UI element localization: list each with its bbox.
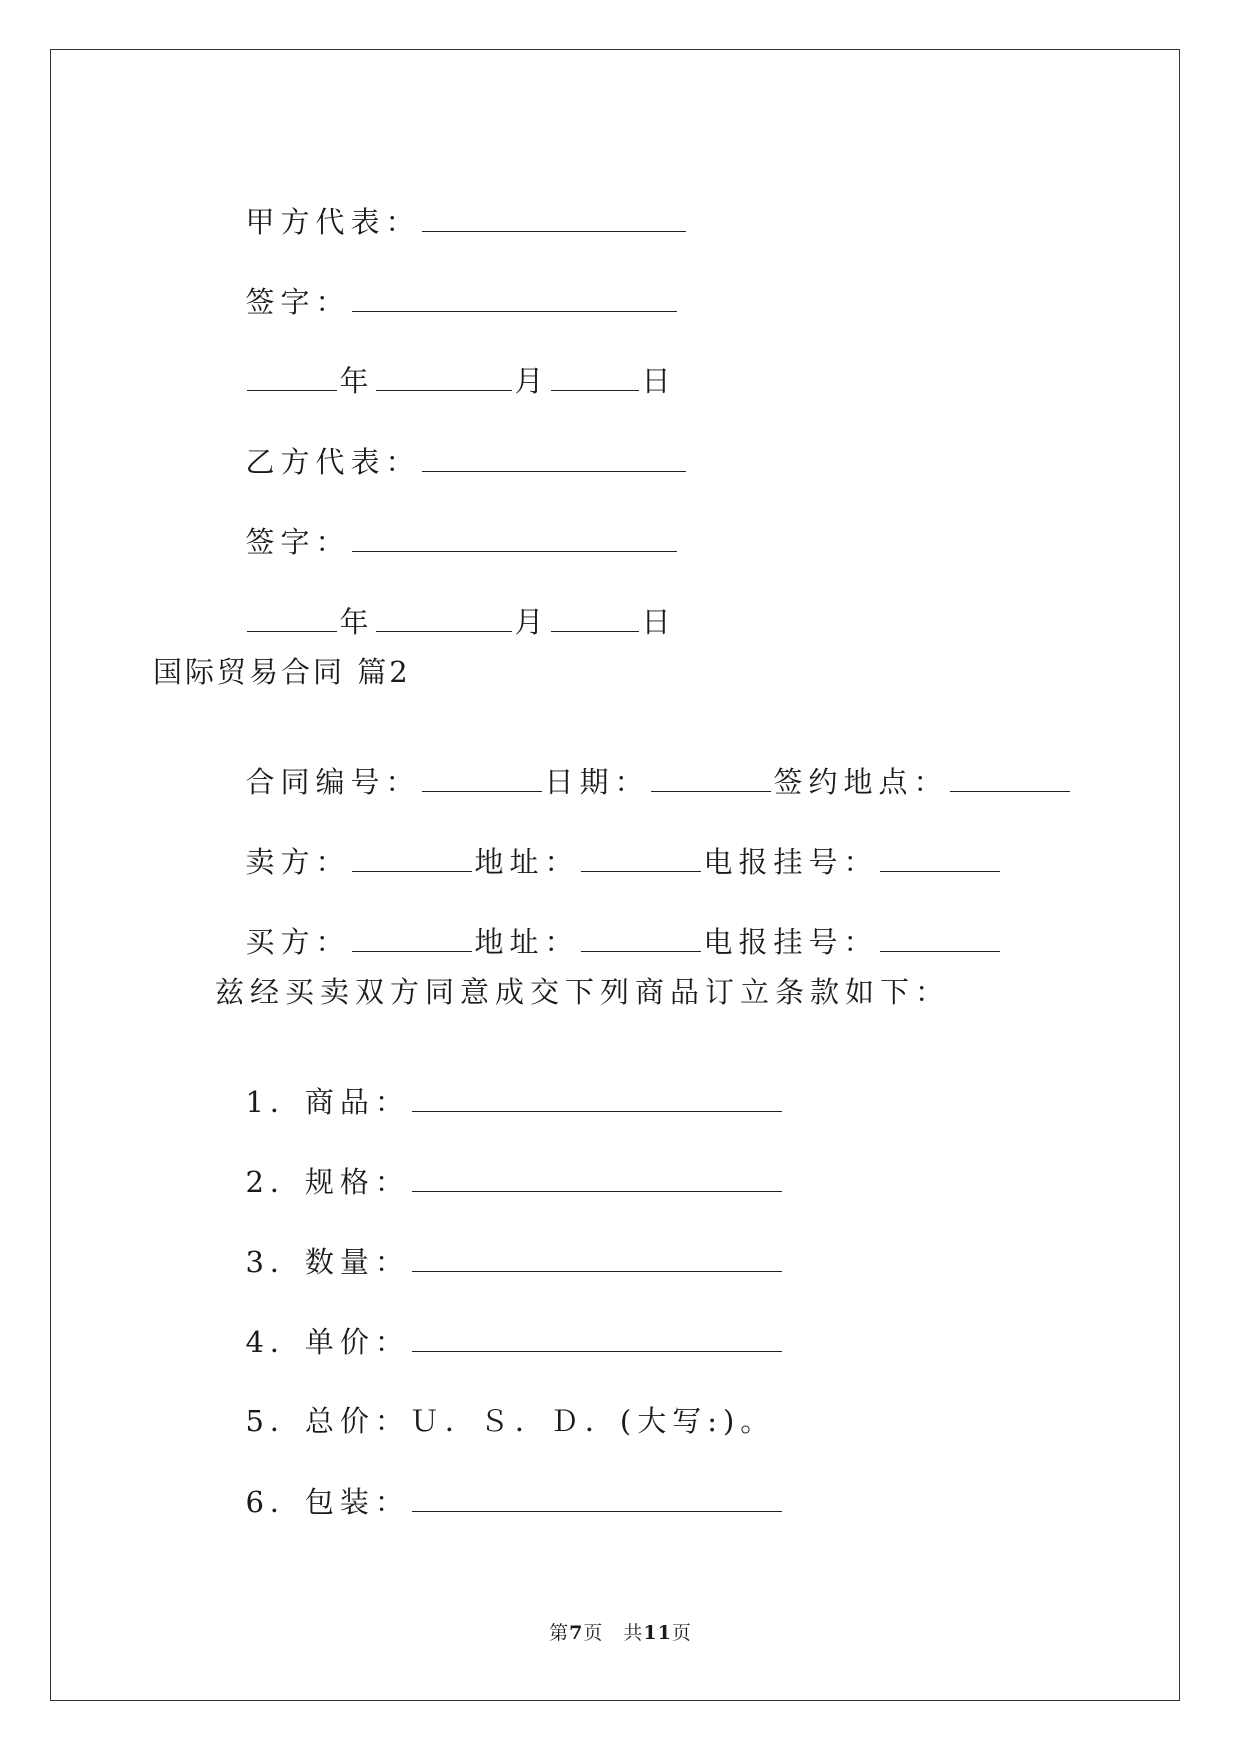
party-b-year-blank[interactable] [247,607,337,632]
party-b-sign-line [215,498,679,557]
term-number: 2． [245,1165,305,1199]
party-a-date-line [215,337,676,396]
footer-prefix: 第 [549,1622,570,1644]
buyer-address-label: 地址： [474,925,580,959]
term-item-3 [215,1218,784,1277]
party-b-rep-blank[interactable] [422,447,686,472]
term-blank[interactable] [412,1167,782,1192]
party-a-month-label: 月 [514,364,550,398]
seller-line [215,818,1002,877]
buyer-telegraph-blank[interactable] [880,927,1000,952]
party-b-day-label: 日 [641,605,677,639]
seller-blank[interactable] [352,847,472,872]
term-number: 6． [245,1485,305,1519]
party-a-month-blank[interactable] [376,366,512,391]
party-b-rep-label: 乙方代表： [245,445,421,479]
seller-address-blank[interactable] [581,847,701,872]
party-a-year-blank[interactable] [247,366,337,391]
signing-place-blank[interactable] [950,767,1070,792]
party-b-date-line [215,578,676,637]
footer-page-number: 7 [569,1622,584,1644]
contract-no-label: 合同编号： [245,765,421,799]
term-label: 规格： [304,1165,410,1199]
party-b-month-label: 月 [514,605,550,639]
party-a-sign-blank[interactable] [352,287,677,312]
party-b-year-label: 年 [339,605,375,639]
party-a-rep-line [215,178,688,237]
term-label: 总价：Ｕ．Ｓ．Ｄ．(大写:)。 [304,1404,776,1438]
party-b-rep-line [215,418,688,477]
buyer-blank[interactable] [352,927,472,952]
term-item-6 [215,1458,784,1517]
term-number: 4． [245,1325,305,1359]
contract-no-blank[interactable] [422,767,542,792]
party-a-year-label: 年 [339,364,375,398]
term-number: 3． [245,1245,305,1279]
party-a-sign-line [215,258,679,317]
term-item-5 [215,1378,775,1436]
party-b-sign-label: 签字： [245,525,351,559]
party-a-sign-label: 签字： [245,285,351,319]
seller-address-label: 地址： [474,845,580,879]
footer-mid: 页 共 [583,1622,644,1644]
party-a-day-label: 日 [641,364,677,398]
buyer-address-blank[interactable] [581,927,701,952]
term-label: 包装： [304,1485,410,1519]
signing-place-label: 签约地点： [773,765,949,799]
seller-label: 卖方： [245,845,351,879]
buyer-telegraph-label: 电报挂号： [703,925,879,959]
term-number: 5． [245,1404,305,1438]
seller-telegraph-label: 电报挂号： [703,845,879,879]
contract-header-line [215,738,1072,797]
term-label: 数量： [304,1245,410,1279]
term-blank[interactable] [412,1087,782,1112]
party-b-sign-blank[interactable] [352,527,677,552]
intro-text: 兹经买卖双方同意成交下列商品订立条款如下： [215,975,951,1009]
term-label: 商品： [304,1085,410,1119]
term-blank[interactable] [412,1247,782,1272]
term-number: 1． [245,1085,305,1119]
date-blank[interactable] [651,767,771,792]
party-b-day-blank[interactable] [551,607,639,632]
party-b-month-blank[interactable] [376,607,512,632]
section-title: 国际贸易合同 篇2 [153,655,411,689]
date-label: 日期： [544,765,650,799]
party-a-day-blank[interactable] [551,366,639,391]
term-item-4 [215,1298,784,1357]
term-item-2 [215,1138,784,1197]
seller-telegraph-blank[interactable] [880,847,1000,872]
buyer-line [215,898,1002,957]
footer-total-pages: 11 [643,1622,672,1644]
buyer-label: 买方： [245,925,351,959]
page-footer [0,1618,1241,1645]
term-blank[interactable] [412,1327,782,1352]
party-a-rep-label: 甲方代表： [245,205,421,239]
term-label: 单价： [304,1325,410,1359]
term-item-1 [215,1058,784,1117]
party-a-rep-blank[interactable] [422,207,686,232]
term-blank[interactable] [412,1487,782,1512]
footer-suffix: 页 [671,1622,692,1644]
